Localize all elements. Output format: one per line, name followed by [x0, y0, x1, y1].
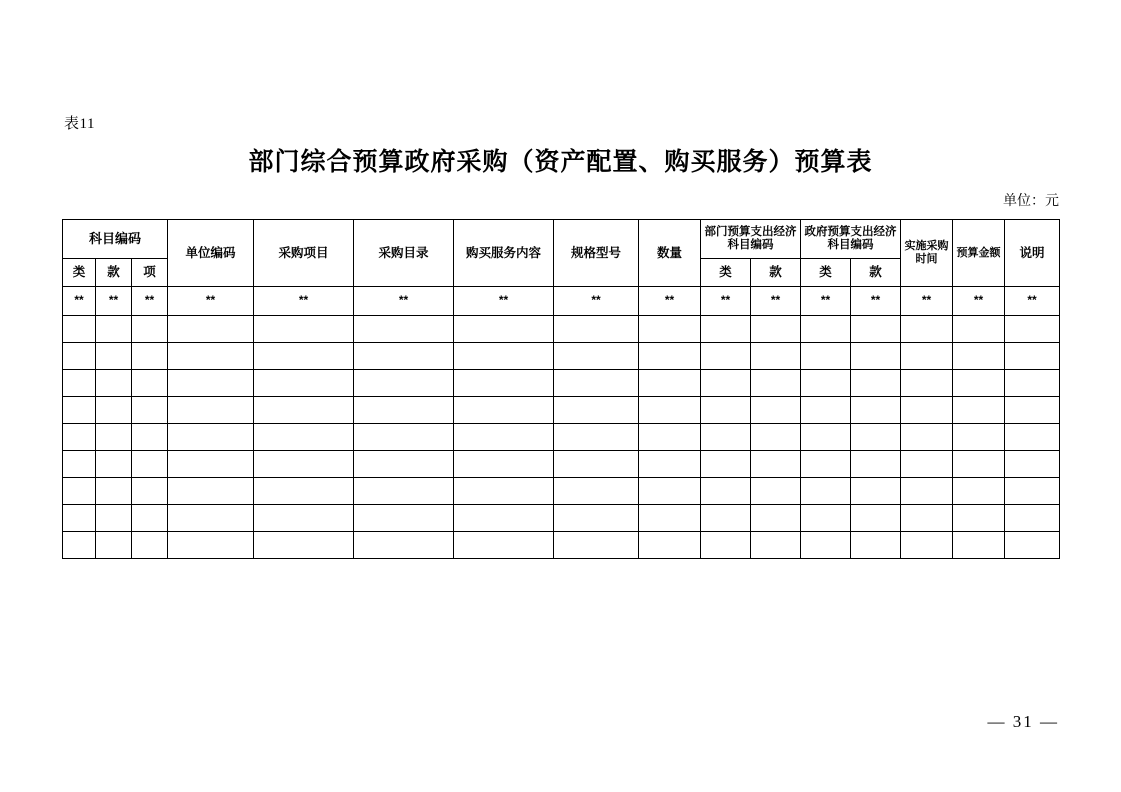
cell-empty	[639, 343, 701, 370]
cell-empty	[901, 451, 953, 478]
cell-empty	[751, 532, 801, 559]
cell-empty	[96, 397, 132, 424]
cell-unit-code: **	[168, 287, 254, 316]
cell-empty	[354, 316, 454, 343]
cell-empty	[901, 478, 953, 505]
table-row	[63, 505, 1060, 532]
cell-empty	[953, 532, 1005, 559]
cell-empty	[254, 370, 354, 397]
header-unit-code: 单位编码	[168, 220, 254, 287]
cell-empty	[168, 424, 254, 451]
cell-empty	[96, 532, 132, 559]
cell-empty	[554, 370, 639, 397]
cell-empty	[901, 370, 953, 397]
page-number: — 31 —	[987, 712, 1059, 731]
table-row	[63, 532, 1060, 559]
cell-empty	[901, 343, 953, 370]
cell-empty	[1005, 343, 1060, 370]
cell-empty	[953, 370, 1005, 397]
cell-empty	[132, 451, 168, 478]
cell-empty	[254, 424, 354, 451]
cell-empty	[254, 532, 354, 559]
cell-empty	[953, 478, 1005, 505]
table-body	[63, 287, 1060, 559]
cell-empty	[454, 316, 554, 343]
cell-empty	[63, 397, 96, 424]
header-spec-model: 规格型号	[554, 220, 639, 287]
cell-empty	[354, 478, 454, 505]
header-purchase-catalog: 采购目录	[354, 220, 454, 287]
table-label: 表11	[64, 116, 95, 132]
table-header-row-1	[63, 220, 1060, 259]
cell-empty	[901, 505, 953, 532]
cell-empty	[801, 478, 851, 505]
cell-empty	[354, 370, 454, 397]
cell-empty	[639, 532, 701, 559]
cell-empty	[168, 478, 254, 505]
cell-empty	[701, 343, 751, 370]
header-subject-code-group: 科目编码	[63, 220, 168, 259]
header-quantity: 数量	[639, 220, 701, 287]
cell-empty	[851, 532, 901, 559]
cell-empty	[454, 505, 554, 532]
table-row	[63, 370, 1060, 397]
cell-subject-code-lei: **	[63, 287, 96, 316]
cell-purchase-catalog: **	[354, 287, 454, 316]
cell-empty	[901, 397, 953, 424]
cell-empty	[554, 478, 639, 505]
cell-empty	[254, 343, 354, 370]
cell-empty	[901, 424, 953, 451]
cell-remark: **	[1005, 287, 1060, 316]
header-dept-budget-lei: 类	[701, 259, 751, 287]
table-row	[63, 478, 1060, 505]
cell-empty	[554, 316, 639, 343]
cell-empty	[751, 316, 801, 343]
cell-empty	[701, 478, 751, 505]
cell-empty	[63, 424, 96, 451]
cell-empty	[953, 424, 1005, 451]
cell-empty	[454, 532, 554, 559]
header-purchase-time: 实施采购时间	[901, 220, 953, 287]
cell-empty	[454, 343, 554, 370]
cell-empty	[63, 532, 96, 559]
cell-empty	[851, 451, 901, 478]
cell-empty	[63, 451, 96, 478]
cell-empty	[751, 370, 801, 397]
cell-empty	[851, 370, 901, 397]
cell-empty	[454, 478, 554, 505]
cell-empty	[96, 478, 132, 505]
cell-empty	[701, 532, 751, 559]
cell-empty	[851, 505, 901, 532]
cell-empty	[168, 397, 254, 424]
cell-empty	[851, 343, 901, 370]
cell-service-content: **	[454, 287, 554, 316]
cell-budget-amount: **	[953, 287, 1005, 316]
cell-dept-budget-kuan: **	[751, 287, 801, 316]
header-subject-code-lei: 类	[63, 259, 96, 287]
cell-empty	[254, 505, 354, 532]
cell-empty	[132, 316, 168, 343]
cell-empty	[132, 343, 168, 370]
table-row	[63, 451, 1060, 478]
cell-empty	[751, 343, 801, 370]
table-row	[63, 316, 1060, 343]
cell-empty	[1005, 424, 1060, 451]
cell-empty	[953, 505, 1005, 532]
cell-empty	[168, 343, 254, 370]
cell-empty	[851, 424, 901, 451]
cell-empty	[454, 424, 554, 451]
cell-empty	[63, 370, 96, 397]
cell-empty	[953, 451, 1005, 478]
cell-empty	[751, 424, 801, 451]
header-service-content: 购买服务内容	[454, 220, 554, 287]
cell-empty	[354, 424, 454, 451]
cell-empty	[701, 505, 751, 532]
unit-note: 单位：元	[1003, 192, 1059, 208]
cell-spec-model: **	[554, 287, 639, 316]
cell-empty	[801, 397, 851, 424]
header-purchase-item: 采购项目	[254, 220, 354, 287]
cell-empty	[639, 316, 701, 343]
cell-empty	[132, 505, 168, 532]
cell-empty	[96, 424, 132, 451]
header-dept-budget-kuan: 款	[751, 259, 801, 287]
cell-empty	[639, 424, 701, 451]
cell-empty	[354, 451, 454, 478]
cell-empty	[953, 343, 1005, 370]
cell-empty	[639, 505, 701, 532]
cell-empty	[901, 532, 953, 559]
table-row	[63, 397, 1060, 424]
cell-empty	[554, 532, 639, 559]
header-subject-code-xiang: 项	[132, 259, 168, 287]
cell-empty	[96, 316, 132, 343]
cell-empty	[701, 370, 751, 397]
cell-empty	[254, 316, 354, 343]
cell-empty	[701, 316, 751, 343]
cell-empty	[639, 478, 701, 505]
cell-empty	[63, 478, 96, 505]
cell-empty	[639, 370, 701, 397]
cell-empty	[354, 532, 454, 559]
table-row	[63, 424, 1060, 451]
cell-purchase-time: **	[901, 287, 953, 316]
cell-empty	[1005, 478, 1060, 505]
cell-empty	[168, 505, 254, 532]
cell-empty	[851, 478, 901, 505]
cell-gov-budget-kuan: **	[851, 287, 901, 316]
cell-subject-code-xiang: **	[132, 287, 168, 316]
cell-empty	[801, 424, 851, 451]
cell-empty	[168, 370, 254, 397]
cell-empty	[751, 505, 801, 532]
header-budget-amount: 预算金额	[953, 220, 1005, 287]
cell-empty	[851, 397, 901, 424]
cell-empty	[132, 397, 168, 424]
cell-empty	[63, 316, 96, 343]
cell-subject-code-kuan: **	[96, 287, 132, 316]
cell-empty	[1005, 532, 1060, 559]
cell-empty	[554, 424, 639, 451]
page-title: 部门综合预算政府采购（资产配置、购买服务）预算表	[248, 149, 873, 176]
budget-table	[62, 219, 1060, 559]
header-gov-budget-lei: 类	[801, 259, 851, 287]
cell-empty	[701, 424, 751, 451]
header-subject-code-kuan: 款	[96, 259, 132, 287]
cell-empty	[96, 343, 132, 370]
cell-empty	[454, 370, 554, 397]
cell-empty	[1005, 397, 1060, 424]
cell-empty	[254, 478, 354, 505]
cell-empty	[554, 397, 639, 424]
cell-empty	[254, 397, 354, 424]
cell-dept-budget-lei: **	[701, 287, 751, 316]
cell-empty	[701, 397, 751, 424]
cell-empty	[96, 451, 132, 478]
cell-empty	[132, 532, 168, 559]
cell-empty	[168, 316, 254, 343]
cell-empty	[851, 316, 901, 343]
cell-empty	[801, 343, 851, 370]
cell-empty	[63, 505, 96, 532]
cell-empty	[454, 397, 554, 424]
cell-empty	[701, 451, 751, 478]
cell-empty	[254, 451, 354, 478]
cell-empty	[63, 343, 96, 370]
header-remark: 说明	[1005, 220, 1060, 287]
cell-empty	[801, 505, 851, 532]
cell-empty	[953, 316, 1005, 343]
table-row	[63, 287, 1060, 316]
cell-empty	[751, 478, 801, 505]
cell-empty	[639, 451, 701, 478]
cell-empty	[801, 532, 851, 559]
cell-empty	[354, 505, 454, 532]
cell-empty	[354, 343, 454, 370]
header-dept-budget-group: 部门预算支出经济科目编码	[701, 220, 801, 259]
cell-empty	[96, 505, 132, 532]
cell-empty	[132, 370, 168, 397]
header-gov-budget-kuan: 款	[851, 259, 901, 287]
cell-empty	[554, 451, 639, 478]
cell-quantity: **	[639, 287, 701, 316]
cell-gov-budget-lei: **	[801, 287, 851, 316]
cell-empty	[1005, 451, 1060, 478]
cell-empty	[801, 370, 851, 397]
cell-empty	[168, 451, 254, 478]
cell-empty	[801, 451, 851, 478]
cell-empty	[1005, 505, 1060, 532]
cell-empty	[454, 451, 554, 478]
cell-empty	[751, 397, 801, 424]
table-row	[63, 343, 1060, 370]
cell-empty	[132, 424, 168, 451]
cell-purchase-item: **	[254, 287, 354, 316]
cell-empty	[953, 397, 1005, 424]
cell-empty	[354, 397, 454, 424]
cell-empty	[132, 478, 168, 505]
cell-empty	[639, 397, 701, 424]
cell-empty	[1005, 316, 1060, 343]
cell-empty	[751, 451, 801, 478]
cell-empty	[801, 316, 851, 343]
cell-empty	[554, 343, 639, 370]
cell-empty	[554, 505, 639, 532]
cell-empty	[168, 532, 254, 559]
cell-empty	[1005, 370, 1060, 397]
cell-empty	[901, 316, 953, 343]
cell-empty	[96, 370, 132, 397]
header-gov-budget-group: 政府预算支出经济科目编码	[801, 220, 901, 259]
